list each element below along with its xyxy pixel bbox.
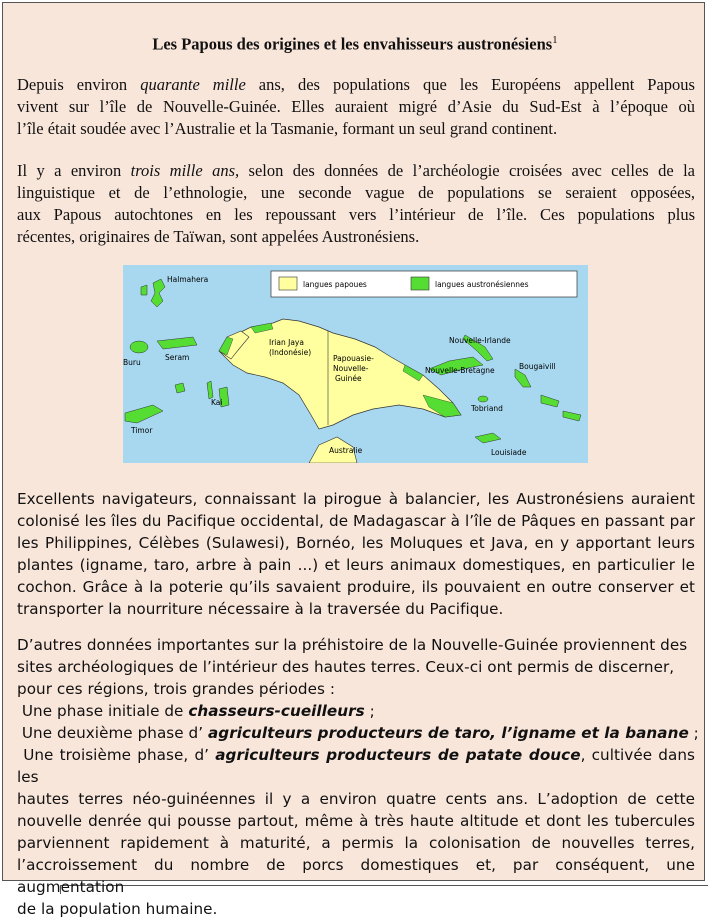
emphasis-text: agriculteurs producteurs de patate douce [215,746,581,764]
legend-austronesian-label: langues austronésiennes [435,280,529,289]
paragraph-line: colonisé les îles du Pacifique occidental, de Madagascar à l’île de Pâques en passant par [17,512,695,530]
legend-papuan-label: langues papoues [303,280,367,289]
map-label-louisiade: Louisiade [491,448,527,457]
map-label-tobriand: Tobriand [471,404,503,413]
legend-austronesian-swatch [411,277,429,290]
map-label-halmahera: Halmahera [167,275,209,284]
paragraph-prehistory [17,634,699,920]
emphasis-text: quarante mille [140,75,246,94]
island-louisiade [475,433,501,443]
island-timor [125,405,163,423]
map-label-bougainville: Bougaivill [519,362,556,371]
title-text: Les Papous des origines et les envahisseurs austronésiens [152,34,553,54]
paragraph-austronesians [17,160,695,248]
paragraph-line: linguistique et de l’ethnologie, une seconde vague de populations se seraient opposées, [17,183,695,202]
paragraph-line: récentes, originaires de Taïwan, sont appelées Austronésiens. [17,227,420,246]
island-trobriand [478,396,488,402]
language-map [123,265,588,463]
emphasis-text: chasseurs-cueilleurs [188,702,365,720]
map-label-kai: Kai [211,398,223,407]
paragraph-line: sites archéologiques de l’intérieur des hautes terres. Ceux-ci ont permis de discerner, [17,658,675,676]
paragraph-line: nouvelle denrée qui pousse partout, même à très haute altitude et dont les tubercules [17,812,695,830]
emphasis-text: agriculteurs producteurs de taro, l’igname et la banane [207,724,689,742]
island-kai [207,381,213,399]
paragraph-line: Excellents navigateurs, connaissant la pirogue à balancier, les Austronésiens auraient [17,490,695,508]
island-solomons-2 [563,411,581,421]
paragraph-line: transporter la nourriture nécessaire à la traversée du Pacifique. [17,600,504,618]
paragraph-line: Depuis environ quarante mille ans, des populations que les Européens appellent Papous [17,75,695,94]
island-seram [157,337,197,349]
island-small-west [175,383,185,393]
paragraph-line: pour ces régions, trois grandes périodes : [17,680,336,698]
paragraph-line: parviennent rapidement à maturité, a permis la colonisation de nouvelles terres, [17,834,695,852]
map-label-seram: Seram [165,353,190,362]
period-item-1: Une phase initiale de chasseurs-cueilleurs ; [21,702,375,720]
paragraph-line: hautes terres néo-guinéennes il y a environ quatre cents ans. L’adoption de cette [17,790,695,808]
paragraph-line: aux Papous autochtones en les repoussant vers l’intérieur de l’île. Ces populations plus [17,205,695,224]
paragraph-line: plantes (igname, taro, arbre à pain ...) et leurs animaux domestiques, en particulier le [17,556,695,574]
map-label-new-britain: Nouvelle-Bretagne [425,366,495,375]
paragraph-line: D’autres données importantes sur la préhistoire de la Nouvelle-Guinée proviennent des [17,636,688,654]
map-label-irian-jaya: Irian Jaya [269,338,304,347]
island-bougainville [515,369,531,387]
page-title [0,34,710,55]
language-map-svg [123,265,588,463]
map-label-indonesie: (Indonésie) [269,348,312,357]
island-halmahera-small [141,285,147,295]
paragraph-line: de la population humaine. [17,900,218,918]
map-label-png-1: Papouasie- [333,354,374,363]
paragraph-line: les Philippines, Célèbes (Sulawesi), Bornéo, les Moluques et Java, en y apportant leurs [17,534,695,552]
map-label-png-3: Guinée [335,374,362,383]
map-label-buru: Buru [123,358,141,367]
map-label-new-ireland: Nouvelle-Irlande [449,336,511,345]
map-label-australie: Australie [329,446,363,455]
legend-papuan-swatch [279,277,297,290]
island-buru [130,341,148,353]
paragraph-line: l’île était soudée avec l’Australie et la Tasmanie, formant un seul grand continent. [17,119,558,138]
paragraph-origins [17,74,695,140]
paragraph-line: Il y a environ trois mille ans, selon des données de l’archéologie croisées avec celles de la [17,161,695,180]
footnote-marker: 1 [552,34,558,46]
island-halmahera [151,279,165,307]
paragraph-line: l’accroissement du nombre de porcs domestiques et, par conséquent, une augmentation [17,856,695,896]
period-item-3: Une troisième phase, d’ agriculteurs producteurs de patate douce, cultivée dans les [17,746,695,786]
emphasis-text: trois mille ans, [130,161,240,180]
island-solomons [541,395,559,407]
period-item-2: Une deuxième phase d’ agriculteurs producteurs de taro, l’igname et la banane ; [21,724,699,742]
paragraph-navigators [17,488,695,620]
map-label-png-2: Nouvelle- [333,364,369,373]
map-label-timor: Timor [131,426,153,435]
paragraph-line: cochon. Grâce à la poterie qu’ils savaient produire, ils pouvaient en outre conserver et [17,578,695,596]
paragraph-line: vivent sur l’île de Nouvelle-Guinée. Elles auraient migré d’Asie du Sud-Est à l’époque où [17,97,695,116]
